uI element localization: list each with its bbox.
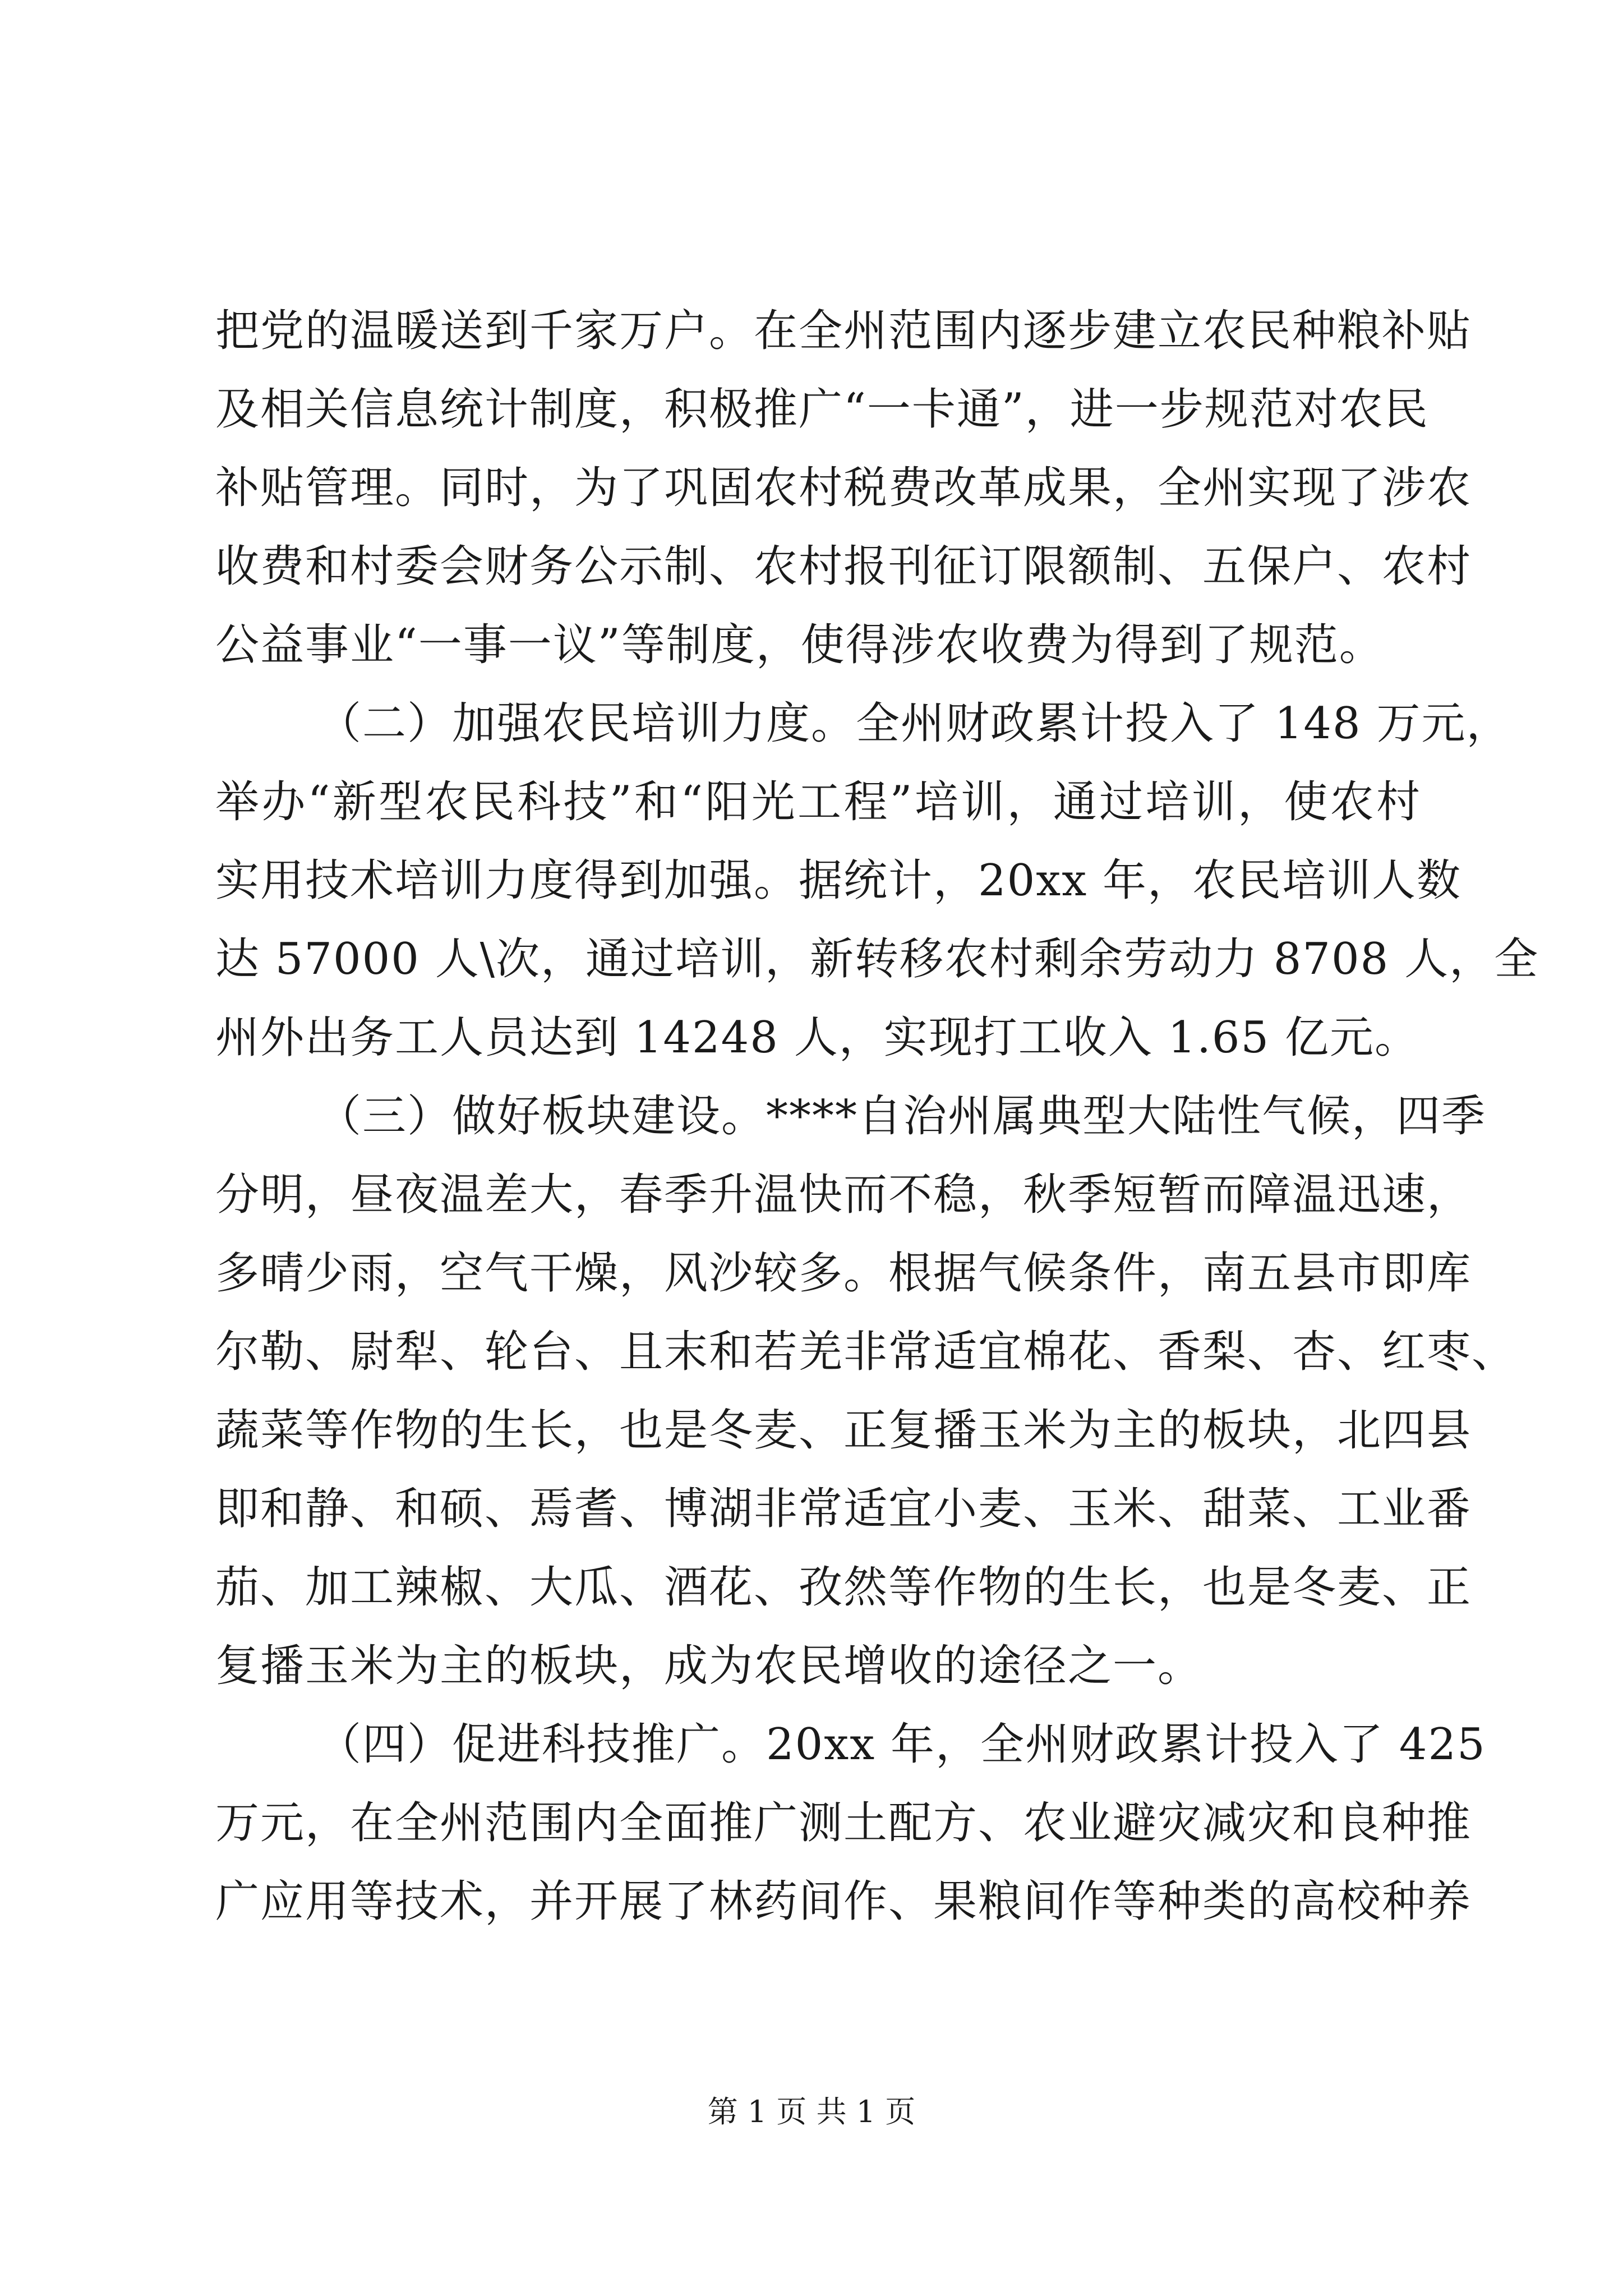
body-line: 多晴少雨，空气干燥，风沙较多。根据气候条件，南五县市即库 xyxy=(215,1248,1472,1299)
body-line: 尔勒、尉犁、轮台、且末和若羌非常适宜棉花、香梨、杏、红枣、 xyxy=(215,1327,1517,1377)
body-line: 州外出务工人员达到 14248 人，实现打工收入 1.65 亿元。 xyxy=(215,1013,1419,1063)
document-body xyxy=(215,292,1539,1941)
body-line: 举办“新型农民科技”和“阳光工程”培训，通过培训，使农村 xyxy=(215,777,1421,827)
body-line: 达 57000 人\次，通过培训，新转移农村剩余劳动力 8708 人，全 xyxy=(215,934,1539,984)
body-line: 分明，昼夜温差大，春季升温快而不稳，秋季短暂而障温迅速， xyxy=(215,1170,1472,1220)
body-line: 把党的温暖送到千家万户。在全州范围内逐步建立农民种粮补贴 xyxy=(215,306,1472,356)
body-line: 复播玉米为主的板块，成为农民增收的途径之一。 xyxy=(215,1641,1203,1691)
body-line: 茄、加工辣椒、大瓜、酒花、孜然等作物的生长，也是冬麦、正 xyxy=(215,1562,1472,1613)
body-line: 即和静、和硕、焉耆、博湖非常适宜小麦、玉米、甜菜、工业番 xyxy=(215,1484,1472,1534)
body-line: 收费和村委会财务公示制、农村报刊征订限额制、五保户、农村 xyxy=(215,541,1472,592)
paragraph-heading-line: （三）做好板块建设。****自治州属典型大陆性气候，四季 xyxy=(317,1091,1487,1142)
body-line: 实用技术培训力度得到加强。据统计，20xx 年，农民培训人数 xyxy=(215,855,1462,906)
paragraph-heading-line: （二）加强农民培训力度。全州财政累计投入了 148 万元， xyxy=(317,698,1511,749)
body-line: 公益事业“一事一议”等制度，使得涉农收费为得到了规范。 xyxy=(215,620,1384,670)
body-line: 广应用等技术，并开展了林药间作、果粮间作等种类的高校种养 xyxy=(215,1876,1472,1927)
body-line: 及相关信息统计制度，积极推广“一卡通”，进一步规范对农民 xyxy=(215,384,1429,435)
page-number-footer: 第 1 页 共 1 页 xyxy=(707,2094,916,2129)
body-line: 蔬菜等作物的生长，也是冬麦、正复播玉米为主的板块，北四县 xyxy=(215,1405,1472,1456)
body-line: 万元，在全州范围内全面推广测土配方、农业避灾减灾和良种推 xyxy=(215,1798,1472,1848)
paragraph-heading-line: （四）促进科技推广。20xx 年，全州财政累计投入了 425 xyxy=(317,1719,1486,1770)
body-line: 补贴管理。同时，为了巩固农村税费改革成果，全州实现了涉农 xyxy=(215,463,1472,513)
